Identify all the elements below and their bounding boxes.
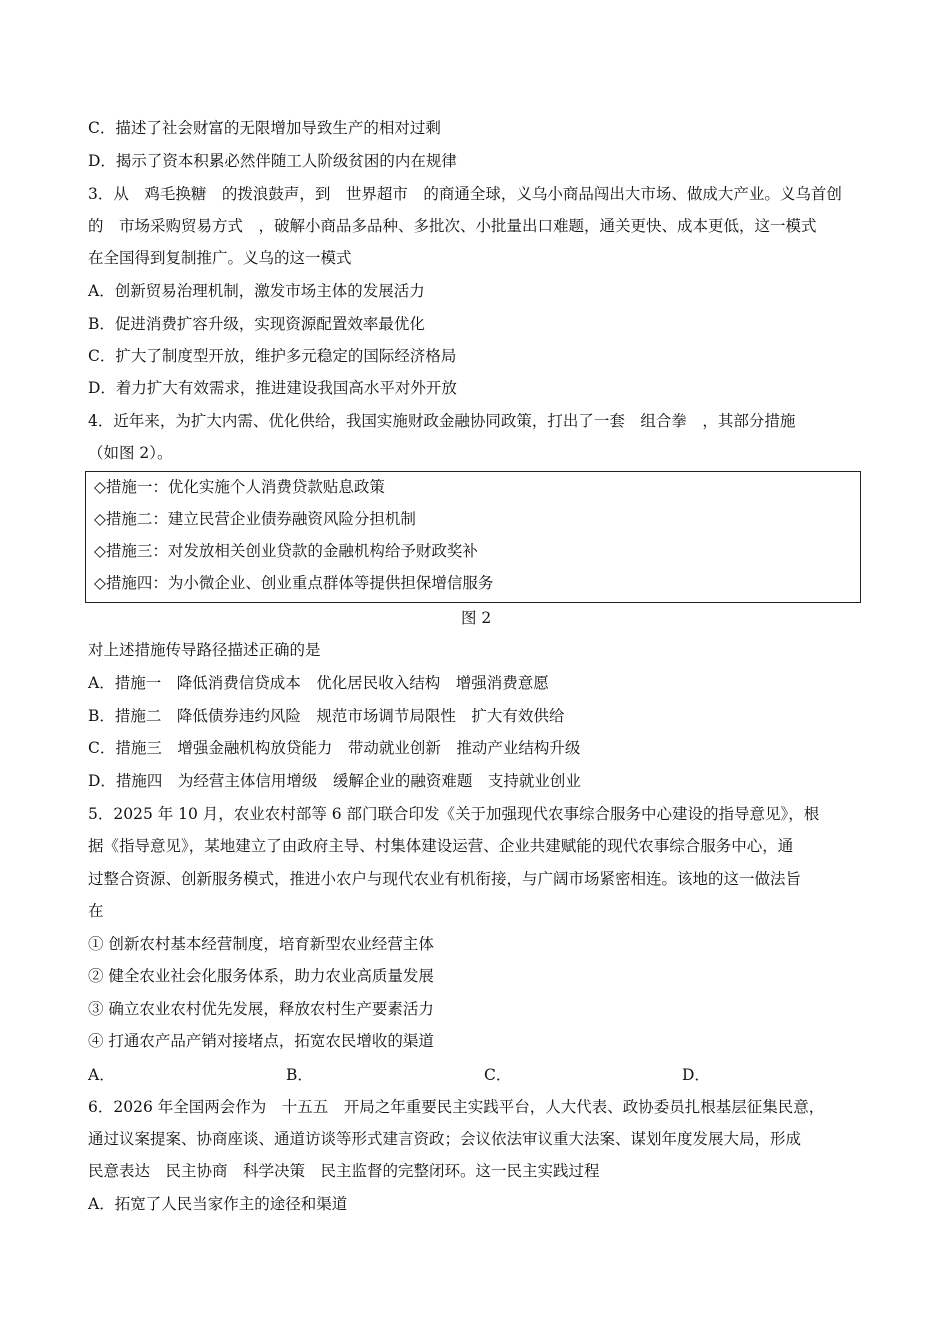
figure-caption: 图 2 (461, 609, 492, 627)
q5-item-4: ④ 打通农产品产销对接堵点，拓宽农民增收的渠道 (88, 1032, 434, 1050)
q3-option-a: A．创新贸易治理机制，激发市场主体的发展活力 (88, 282, 425, 300)
q4-stem-line-1: 4．近年来，为扩大内需、优化供给，我国实施财政金融协同政策，打出了一套 组合拳 ，其部分措施 (88, 412, 796, 430)
q2-option-d: D．揭示了资本积累必然伴随工人阶级贫困的内在规律 (88, 152, 457, 170)
q6-stem-line-2: 通过议案提案、协商座谈、通道访谈等形式建言资政；会议依法审议重大法案、谋划年度发展大局，形成 (88, 1130, 802, 1148)
q4-option-c: C．措施三 增强金融机构放贷能力 带动就业创新 推动产业结构升级 (88, 739, 581, 757)
q3-stem-line-1: 3．从 鸡毛换糖 的拨浪鼓声，到 世界超市 的商通全球，义乌小商品闯出大市场、做成大产业。义乌首创 (88, 185, 842, 203)
q5-option-c: C． (484, 1066, 512, 1084)
measure-2: ◇措施二：建立民营企业债券融资风险分担机制 (94, 510, 416, 528)
q5-item-2: ② 健全农业社会化服务体系，助力农业高质量发展 (88, 967, 434, 985)
q3-stem-line-3: 在全国得到复制推广。义乌的这一模式 (88, 249, 352, 267)
q5-item-3: ③ 确立农业农村优先发展，释放农村生产要素活力 (88, 1000, 434, 1018)
measure-4: ◇措施四：为小微企业、创业重点群体等提供担保增信服务 (94, 574, 494, 592)
q5-stem-line-2: 据《指导意见》，某地建立了由政府主导、村集体建设运营、企业共建赋能的现代农事综合服务中心，通 (88, 837, 794, 855)
q3-option-d: D．着力扩大有效需求，推进建设我国高水平对外开放 (88, 379, 457, 397)
q5-item-1: ① 创新农村基本经营制度，培育新型农业经营主体 (88, 935, 434, 953)
q5-option-a: A． (88, 1066, 115, 1084)
q4-option-d: D．措施四 为经营主体信用增级 缓解企业的融资难题 支持就业创业 (88, 772, 581, 790)
q4-option-b: B．措施二 降低债券违约风险 规范市场调节局限性 扩大有效供给 (88, 707, 565, 725)
measures-box (85, 471, 861, 603)
q3-option-c: C．扩大了制度型开放，维护多元稳定的国际经济格局 (88, 347, 457, 365)
q5-stem-line-1: 5．2025 年 10 月，农业农村部等 6 部门联合印发《关于加强现代农事综合服务中心建设的指导意见》，根 (88, 805, 820, 823)
q4-option-a: A．措施一 降低消费信贷成本 优化居民收入结构 增强消费意愿 (88, 674, 549, 692)
q5-stem-line-4: 在 (88, 902, 104, 920)
q5-option-d: D． (682, 1066, 710, 1084)
q5-stem-line-3: 过整合资源、创新服务模式，推进小农户与现代农业有机衔接，与广阔市场紧密相连。该地的这一做法旨 (88, 870, 802, 888)
q3-stem-line-2: 的 市场采购贸易方式 ，破解小商品多品种、多批次、小批量出口难题，通关更快、成本更低，这一模式 (88, 217, 817, 235)
q2-option-c: C．描述了社会财富的无限增加导致生产的相对过剩 (88, 119, 441, 137)
measure-1: ◇措施一：优化实施个人消费贷款贴息政策 (94, 478, 385, 496)
q6-stem-line-1: 6．2026 年全国两会作为 十五五 开局之年重要民主实践平台，人大代表、政协委员扎根基层征集民意， (88, 1098, 825, 1116)
measure-3: ◇措施三：对发放相关创业贷款的金融机构给予财政奖补 (94, 542, 478, 560)
q6-option-a: A．拓宽了人民当家作主的途径和渠道 (88, 1195, 348, 1213)
q4-question: 对上述措施传导路径描述正确的是 (88, 641, 321, 659)
q3-option-b: B．促进消费扩容升级，实现资源配置效率最优化 (88, 315, 425, 333)
q6-stem-line-3: 民意表达 民主协商 科学决策 民主监督的完整闭环。这一民主实践过程 (88, 1162, 600, 1180)
q4-stem-line-2: （如图 2）。 (88, 444, 173, 462)
q5-option-b: B． (286, 1066, 313, 1084)
